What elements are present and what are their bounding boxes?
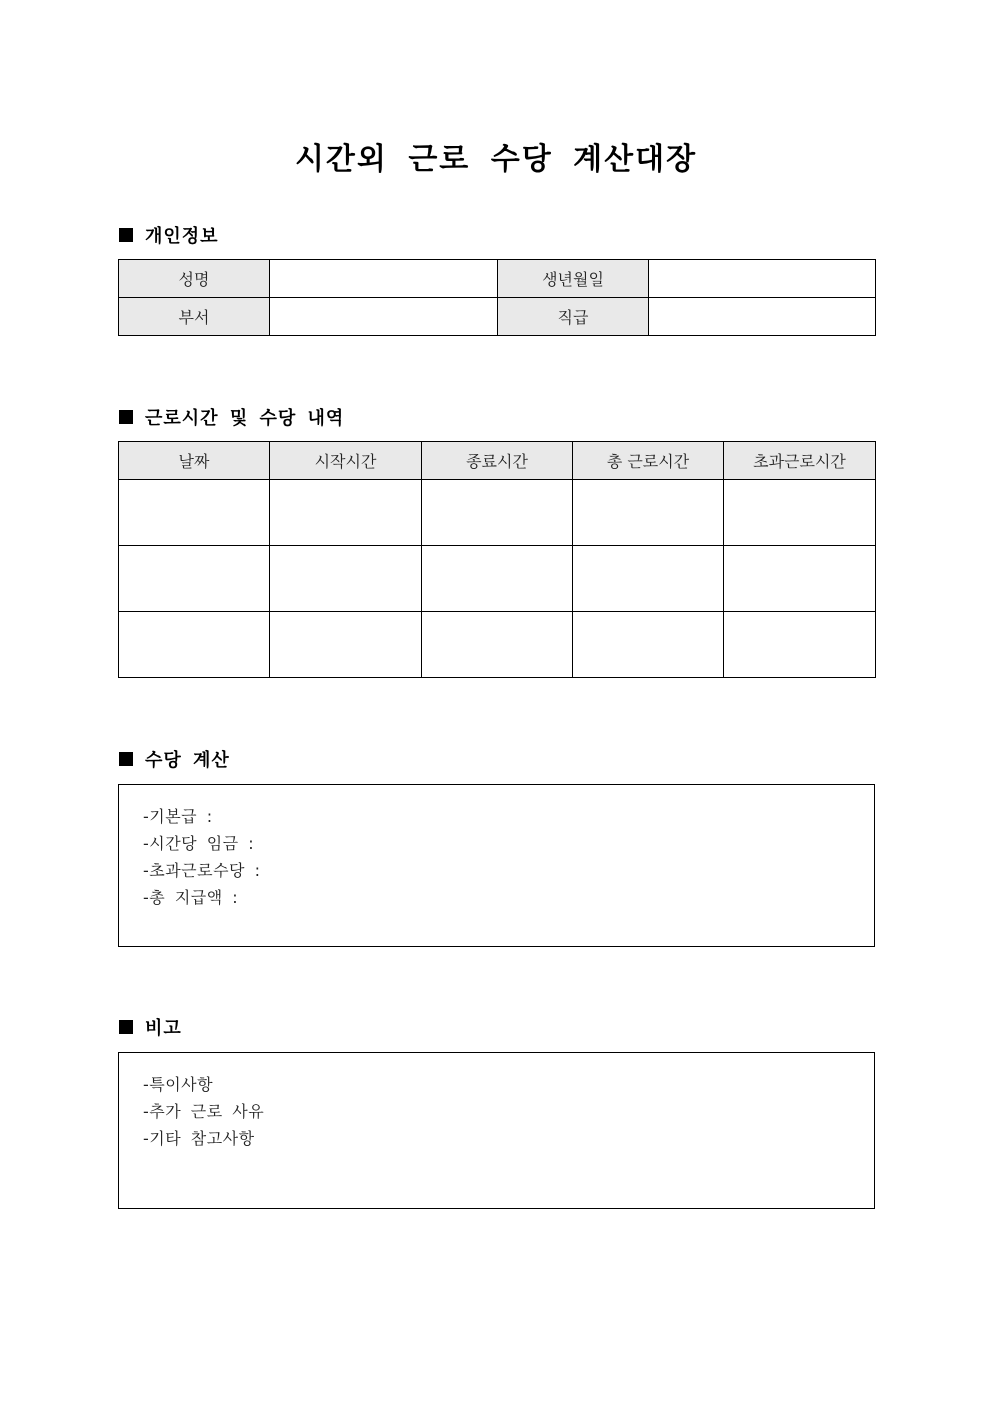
label-department: 부서 <box>119 298 270 336</box>
table-header-row <box>119 442 876 480</box>
start-time-cell[interactable] <box>270 612 422 678</box>
start-time-cell[interactable] <box>270 546 422 612</box>
section-heading-label: 비고 <box>145 1018 182 1039</box>
additional-work-reason-line: -추가 근로 사유 <box>143 1102 265 1121</box>
square-bullet-icon <box>119 228 133 242</box>
column-header-start-time: 시작시간 <box>270 442 422 480</box>
department-field[interactable] <box>270 298 498 336</box>
section-heading-label: 개인정보 <box>145 226 219 247</box>
table-row <box>119 298 876 336</box>
total-hours-cell[interactable] <box>573 546 724 612</box>
square-bullet-icon <box>119 752 133 766</box>
square-bullet-icon <box>119 1020 133 1034</box>
column-header-end-time: 종료시간 <box>422 442 573 480</box>
column-header-total-hours: 총 근로시간 <box>573 442 724 480</box>
label-name: 성명 <box>119 260 270 298</box>
column-header-overtime-hours: 초과근로시간 <box>724 442 876 480</box>
square-bullet-icon <box>119 410 133 424</box>
section-heading-remarks <box>119 1015 182 1039</box>
date-cell[interactable] <box>119 612 270 678</box>
start-time-cell[interactable] <box>270 480 422 546</box>
position-field[interactable] <box>649 298 876 336</box>
table-row <box>119 612 876 678</box>
column-header-date: 날짜 <box>119 442 270 480</box>
overtime-hours-cell[interactable] <box>724 480 876 546</box>
birthdate-field[interactable] <box>649 260 876 298</box>
section-heading-work-hours <box>119 405 344 429</box>
allowance-calc-box[interactable] <box>118 784 875 947</box>
total-payment-line: -총 지급액 : <box>143 888 239 907</box>
special-notes-line: -특이사항 <box>143 1075 214 1094</box>
section-heading-personal-info <box>119 223 219 247</box>
section-heading-label: 수당 계산 <box>145 750 230 771</box>
section-heading-allowance-calc <box>119 747 230 771</box>
overtime-hours-cell[interactable] <box>724 546 876 612</box>
total-hours-cell[interactable] <box>573 612 724 678</box>
other-references-line: -기타 참고사항 <box>143 1129 255 1148</box>
date-cell[interactable] <box>119 546 270 612</box>
label-position: 직급 <box>498 298 649 336</box>
total-hours-cell[interactable] <box>573 480 724 546</box>
end-time-cell[interactable] <box>422 612 573 678</box>
name-field[interactable] <box>270 260 498 298</box>
hourly-wage-line: -시간당 임금 : <box>143 834 255 853</box>
document-title: 시간외 근로 수당 계산대장 <box>294 142 698 177</box>
remarks-box[interactable] <box>118 1052 875 1209</box>
table-row <box>119 260 876 298</box>
base-salary-line: -기본급 : <box>143 807 213 826</box>
label-birthdate: 생년월일 <box>498 260 649 298</box>
section-heading-label: 근로시간 및 수당 내역 <box>145 408 345 429</box>
end-time-cell[interactable] <box>422 480 573 546</box>
personal-info-table <box>118 259 876 336</box>
overtime-allowance-line: -초과근로수당 : <box>143 861 261 880</box>
date-cell[interactable] <box>119 480 270 546</box>
end-time-cell[interactable] <box>422 546 573 612</box>
overtime-hours-cell[interactable] <box>724 612 876 678</box>
table-row <box>119 546 876 612</box>
table-row <box>119 480 876 546</box>
work-hours-table <box>118 441 876 678</box>
